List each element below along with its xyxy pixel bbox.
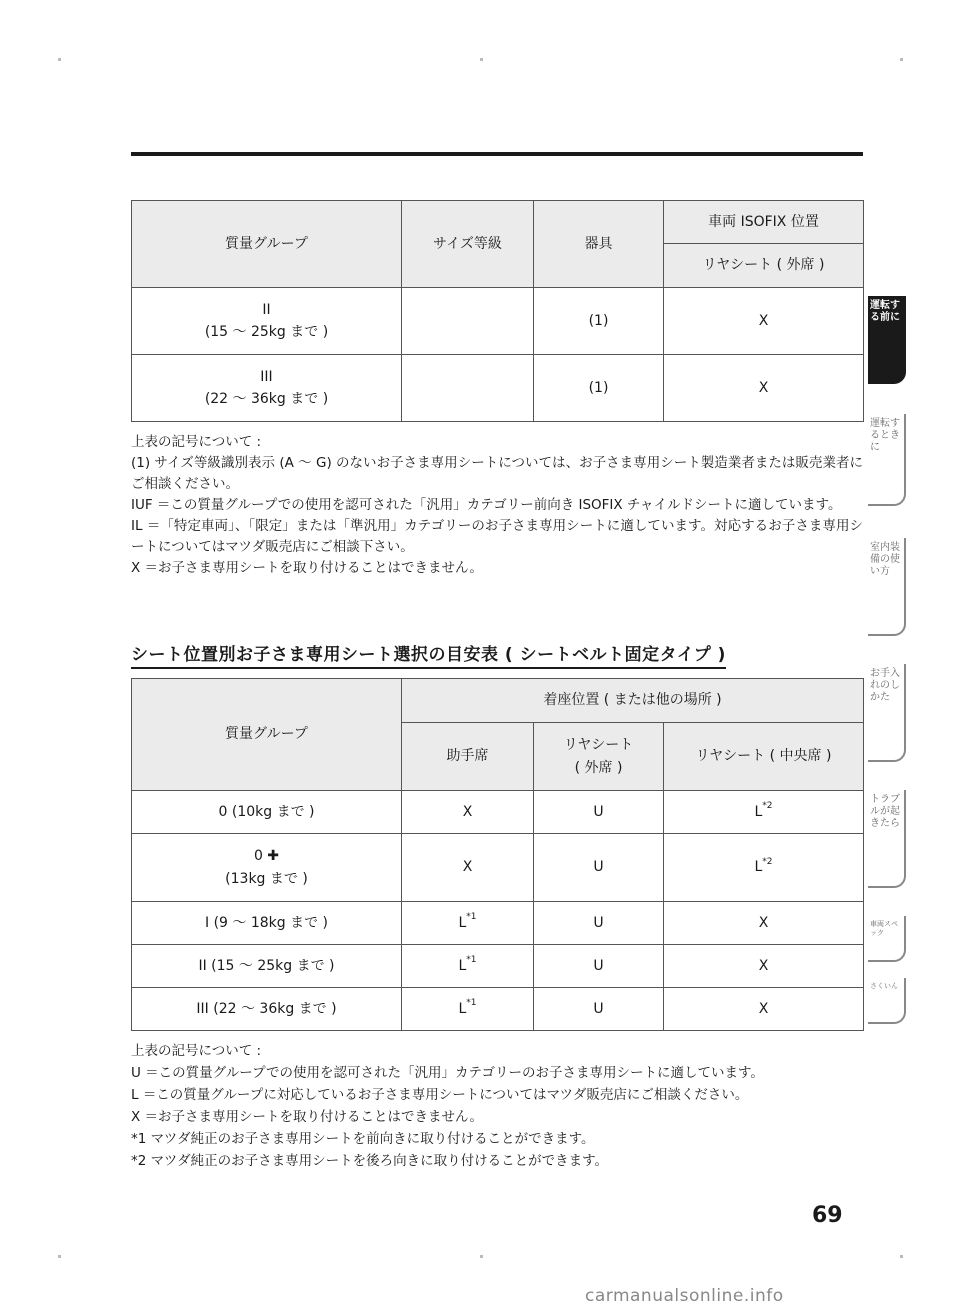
size-class-cell [402,288,534,355]
header-passenger: 助手席 [402,723,534,791]
mass-group-cell: 0 (10kg まで ) [132,791,402,834]
header-seating-position: 着座位置 ( または他の場所 ) [402,679,864,723]
header-rear-outboard: リヤシート ( 外席 ) [534,723,664,791]
mass-group-cell: III (22 〜 36kg まで ) [132,988,402,1031]
note-line: U ＝この質量グループでの使用を認可された「汎用」カテゴリーのお子さま専用シートに適しています。 [131,1065,764,1081]
header-rear-center: リヤシート ( 中央席 ) [664,723,864,791]
passenger-cell: X [402,791,534,834]
table-row [132,355,864,422]
table1-notes [131,432,863,579]
table-row [132,288,864,355]
mass-group-cell: II (15 〜 25kg まで ) [132,945,402,988]
page-number: 69 [812,1203,843,1228]
rear-outboard-cell: U [534,902,664,945]
watermark: carmanualsonline.info [585,1286,784,1306]
header-mass-group: 質量グループ [132,679,402,791]
crop-mark [58,1255,61,1258]
table-row [132,988,864,1031]
isofix-table [131,200,864,422]
fixture-cell: (1) [534,288,664,355]
rear-outboard-cell: X [664,288,864,355]
table-row [132,902,864,945]
mass-group-cell: III (22 〜 36kg まで ) [132,355,402,422]
rear-center-cell: $L^{*2}$ [664,834,864,902]
header-rear-outboard: リヤシート ( 外席 ) [664,244,864,288]
note-line: L ＝この質量グループに対応しているお子さま専用シートについてはマツダ販売店にご相談ください。 [131,1087,749,1103]
mass-group-cell: II (15 〜 25kg まで ) [132,288,402,355]
fixture-cell: (1) [534,355,664,422]
side-tab-before-driving[interactable]: 運転する前に [868,296,906,384]
rear-center-cell: X [664,988,864,1031]
note-line: IUF ＝この質量グループでの使用を認可された「汎用」カテゴリー前向き ISOFIX チャイルドシートに適しています。 [131,497,842,513]
note-line: X ＝お子さま専用シートを取り付けることはできません。 [131,560,483,576]
header-fixture: 器具 [534,201,664,288]
crop-mark [900,1255,903,1258]
passenger-cell: X [402,834,534,902]
side-tab-maintenance[interactable]: お手入れのしかた [868,664,906,762]
header-size-class: サイズ等級 [402,201,534,288]
crop-mark [480,1255,483,1258]
crop-mark [58,58,61,61]
section-title: シート位置別お子さま専用シート選択の目安表 ( シートベルト固定タイプ ) [131,640,726,669]
table-row [132,791,864,834]
side-tab-specifications[interactable]: 車両スペック [868,916,906,962]
side-tab-index[interactable]: さくいん [868,978,906,1024]
side-tab-interior-equipment[interactable]: 室内装備の使い方 [868,538,906,636]
note-line: 上表の記号について : [131,1043,262,1059]
mass-group-cell: I (9 〜 18kg まで ) [132,902,402,945]
note-line: IL ＝「特定車両」、「限定」または「準汎用」カテゴリーのお子さま専用シートに適しています。対応するお子さま専用シートについてはマツダ販売店にご相談下さい。 [131,518,863,555]
rear-center-cell: $L^{*2}$ [664,791,864,834]
side-tab-troubleshooting[interactable]: トラブルが起きたら [868,790,906,888]
top-rule [131,152,863,156]
size-class-cell [402,355,534,422]
rear-center-cell: X [664,945,864,988]
note-line: *1 マツダ純正のお子さま専用シートを前向きに取り付けることができます。 [131,1131,595,1147]
table2-notes [131,1040,863,1172]
table-row [132,834,864,902]
note-line: (1) サイズ等級識別表示 (A 〜 G) のないお子さま専用シートについては、お子さま専用シート製造業者または販売業者にご相談ください。 [131,455,863,492]
crop-mark [900,58,903,61]
rear-center-cell: X [664,902,864,945]
header-isofix-position: 車両 ISOFIX 位置 [664,201,864,244]
passenger-cell: $L^{*1}$ [402,988,534,1031]
note-line: *2 マツダ純正のお子さま専用シートを後ろ向きに取り付けることができます。 [131,1153,609,1169]
rear-outboard-cell: U [534,945,664,988]
rear-outboard-cell: X [664,355,864,422]
mass-group-cell: 0 ✚ (13kg まで ) [132,834,402,902]
passenger-cell: $L^{*1}$ [402,945,534,988]
rear-outboard-cell: U [534,988,664,1031]
passenger-cell: $L^{*1}$ [402,902,534,945]
rear-outboard-cell: U [534,791,664,834]
crop-mark [480,58,483,61]
seatbelt-table [131,678,864,1031]
side-tab-while-driving[interactable]: 運転するときに [868,414,906,506]
note-line: 上表の記号について : [131,434,262,450]
table-row [132,945,864,988]
note-line: X ＝お子さま専用シートを取り付けることはできません。 [131,1109,483,1125]
rear-outboard-cell: U [534,834,664,902]
header-mass-group: 質量グループ [132,201,402,288]
